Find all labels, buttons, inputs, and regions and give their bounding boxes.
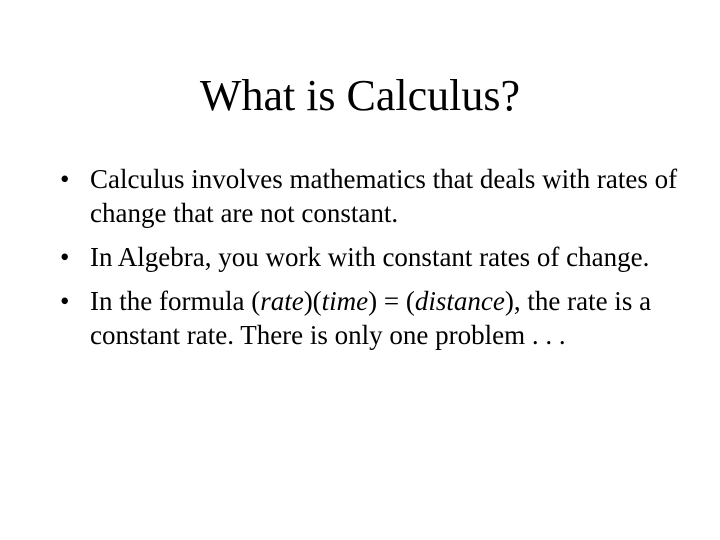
bullet-list <box>60 162 680 362</box>
formula-text-before: In the formula ( <box>90 286 261 316</box>
bullet-item <box>60 162 680 230</box>
bullet-text: In Algebra, you work with constant rates of change. <box>90 242 650 272</box>
bullet-dot-icon: • <box>60 164 70 194</box>
formula-time: time <box>321 286 369 316</box>
bullet-text: Calculus involves mathematics that deals with rates of change that are not constant. <box>90 164 678 228</box>
bullet-dot-icon: • <box>60 286 70 316</box>
bullet-item <box>60 240 680 274</box>
formula-rate: rate <box>260 286 304 316</box>
formula-separator: )( <box>303 286 322 316</box>
formula-equals: ) = ( <box>368 286 415 316</box>
slide-title: What is Calculus? <box>199 71 521 120</box>
bullet-item <box>60 284 680 352</box>
formula-text-after: ), the rate is a constant rate. There is only one problem . . . <box>90 286 652 350</box>
bullet-dot-icon: • <box>60 242 70 272</box>
bullet-text <box>90 286 651 350</box>
formula-distance: distance <box>414 286 505 316</box>
